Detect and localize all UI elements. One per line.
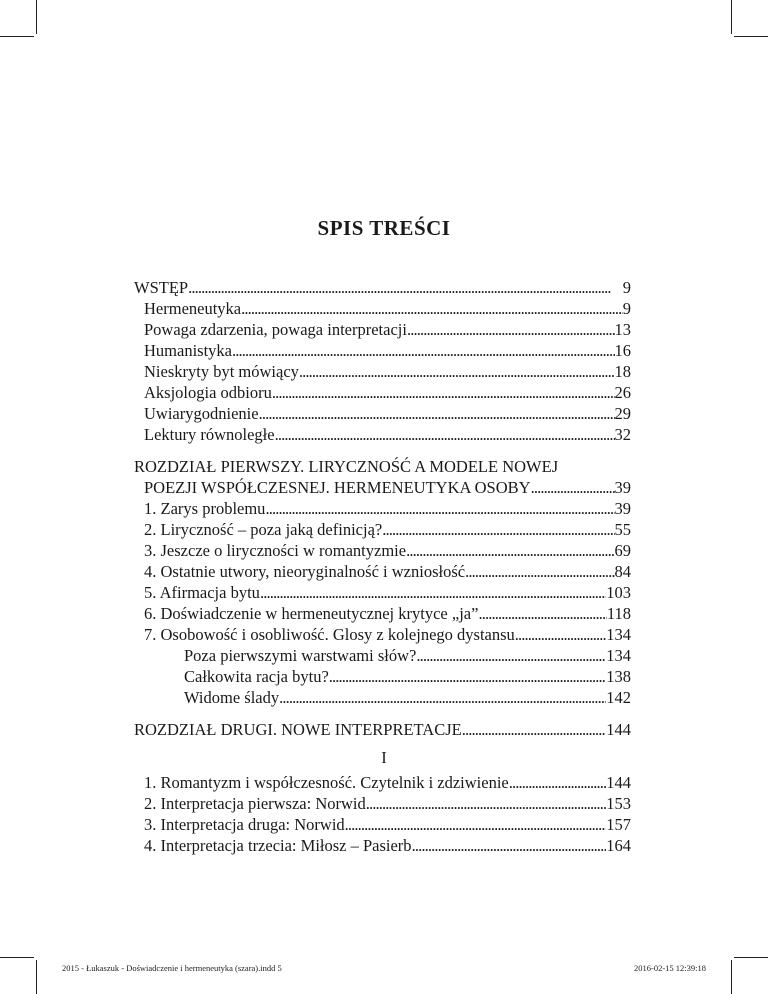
toc-entry: Hermeneutyka . . . 9 (144, 298, 631, 319)
toc-entry: 5. Afirmacja bytu . . . 103 (144, 582, 631, 603)
chapter-heading-continued: POEZJI WSPÓŁCZESNEJ. HERMENEUTYKA OSOBY . . . 39 (144, 477, 631, 498)
crop-mark (731, 960, 732, 994)
crop-mark (36, 0, 37, 34)
toc-entry: 2. Liryczność – poza jaką definicją? . . . 55 (144, 519, 631, 540)
toc-entry: Humanistyka . . . 16 (144, 340, 631, 361)
part-numeral: I (381, 748, 387, 767)
toc-entry: Lektury równoległe . . . 32 (144, 424, 631, 445)
toc-entry: 4. Interpretacja trzecia: Miłosz – Pasierb . . . 164 (144, 835, 631, 856)
toc-entry: 1. Zarys problemu . . . 39 (144, 498, 631, 519)
toc-entry: WSTĘP . . . 9 (134, 277, 631, 298)
print-slug-file: 2015 - Łukaszuk - Doświadczenie i hermeneutyka (szara).indd 5 (62, 963, 282, 973)
chapter-heading: ROZDZIAŁ DRUGI. NOWE INTERPRETACJE . . . 144 (134, 719, 631, 740)
crop-mark (36, 960, 37, 994)
toc-subentry: Poza pierwszymi warstwami słów? . . . 134 (184, 645, 631, 666)
crop-mark (0, 957, 34, 958)
print-slug-timestamp: 2016-02-15 12:39:18 (633, 963, 706, 973)
toc-entry: 3. Interpretacja druga: Norwid . . . 157 (144, 814, 631, 835)
chapter-heading: ROZDZIAŁ PIERWSZY. LIRYCZNOŚĆ A MODELE NOWEJ (134, 457, 559, 476)
toc-entry: 2. Interpretacja pierwsza: Norwid . . . 153 (144, 793, 631, 814)
toc-entry: 7. Osobowość i osobliwość. Glosy z kolejnego dystansu . . . 134 (144, 624, 631, 645)
toc-entry: Aksjologia odbioru . . . 26 (144, 382, 631, 403)
toc-entry: 4. Ostatnie utwory, nieoryginalność i wzniosłość . . . 84 (144, 561, 631, 582)
toc-subentry: Całkowita racja bytu? . . . 138 (184, 666, 631, 687)
crop-mark (734, 36, 768, 37)
crop-mark (731, 0, 732, 34)
toc-entry: 1. Romantyzm i współczesność. Czytelnik i zdziwienie . . . 144 (144, 772, 631, 793)
toc-entry: Powaga zdarzenia, powaga interpretacji . . . 13 (144, 319, 631, 340)
page-title: SPIS TREŚCI (317, 216, 451, 240)
toc-entry: Uwiarygodnienie . . . 29 (144, 403, 631, 424)
toc-entry: Nieskryty byt mówiący . . . 18 (144, 361, 631, 382)
toc-entry: 6. Doświadczenie w hermeneutycznej krytyce „ja” . . . 118 (144, 603, 631, 624)
crop-mark (734, 957, 768, 958)
toc-subentry: Widome ślady . . . 142 (184, 687, 631, 708)
crop-mark (0, 36, 34, 37)
toc-entry: 3. Jeszcze o liryczności w romantyzmie . . . 69 (144, 540, 631, 561)
